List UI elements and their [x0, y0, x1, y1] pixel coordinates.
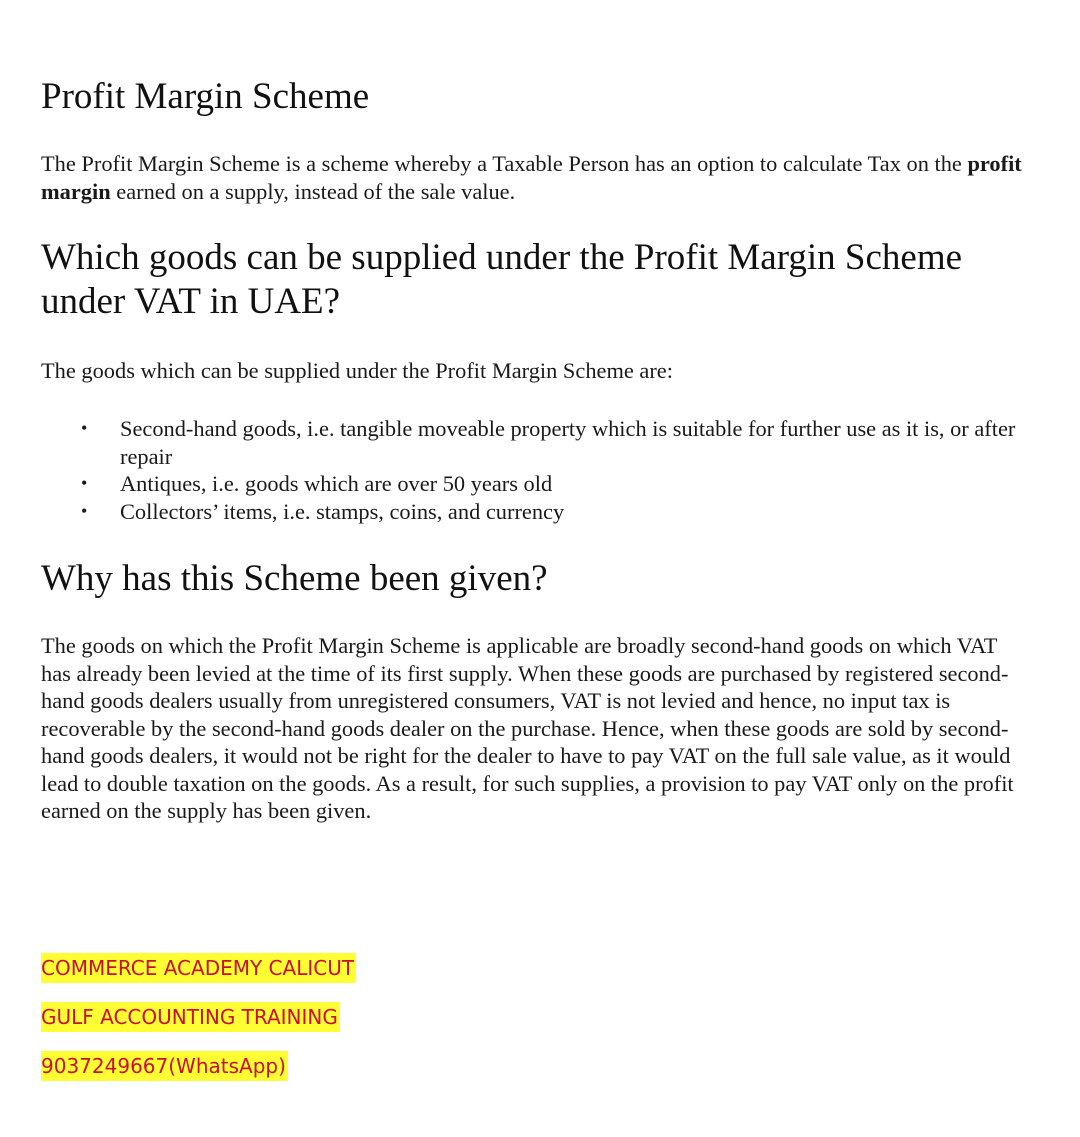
intro-bold-term: profit margin — [41, 151, 1022, 204]
bullet-icon: • — [81, 500, 88, 521]
list-item — [41, 470, 1021, 498]
goods-list — [41, 415, 1021, 525]
intro-text-start: The Profit Margin Scheme is a scheme whereby a Taxable Person has an option to calculate Tax on the — [41, 151, 968, 176]
intro-paragraph — [41, 150, 1031, 205]
list-item-text: Second-hand goods, i.e. tangible moveable property which is suitable for further use as it is, or after repair — [120, 416, 1016, 469]
goods-section-heading: Which goods can be supplied under the Profit Margin Scheme under VAT in UAE? — [41, 237, 963, 322]
why-section-heading: Why has this Scheme been given? — [41, 558, 548, 599]
intro-text-end: earned on a supply, instead of the sale value. — [110, 178, 516, 204]
page-title: Profit Margin Scheme — [41, 76, 370, 117]
list-item — [41, 498, 1021, 526]
goods-lead-paragraph: The goods which can be supplied under the Profit Margin Scheme are: — [41, 358, 673, 383]
bullet-icon: • — [81, 418, 88, 438]
bullet-icon: • — [81, 473, 88, 493]
footer-training-name: GULF ACCOUNTING TRAINING — [41, 1002, 340, 1032]
footer-academy-name: COMMERCE ACADEMY CALICUT — [41, 953, 356, 983]
list-item-text: Collectors’ items, i.e. stamps, coins, and currency — [120, 498, 565, 524]
why-paragraph: The goods on which the Profit Margin Scheme is applicable are broadly second-hand goods on which VAT has already been levied at the time of its first supply. When these goods are purchased by registered second-hand goods dealers usually from unregistered consumers, VAT is not levied and hence, no input tax is recoverable by the second-hand goods dealer on the purchase. Hence, when these goods are sold by second-hand goods dealers, it would not be right for the dealer to have to pay VAT on the full sale value, as it would lead to double taxation on the goods. As a result, for such supplies, a provision to pay VAT only on the profit earned on the supply has been given. — [41, 633, 1014, 823]
list-item-text: Antiques, i.e. goods which are over 50 years old — [120, 471, 553, 496]
footer-phone-number: 9037249667(WhatsApp) — [41, 1051, 288, 1081]
list-item — [41, 415, 1021, 470]
